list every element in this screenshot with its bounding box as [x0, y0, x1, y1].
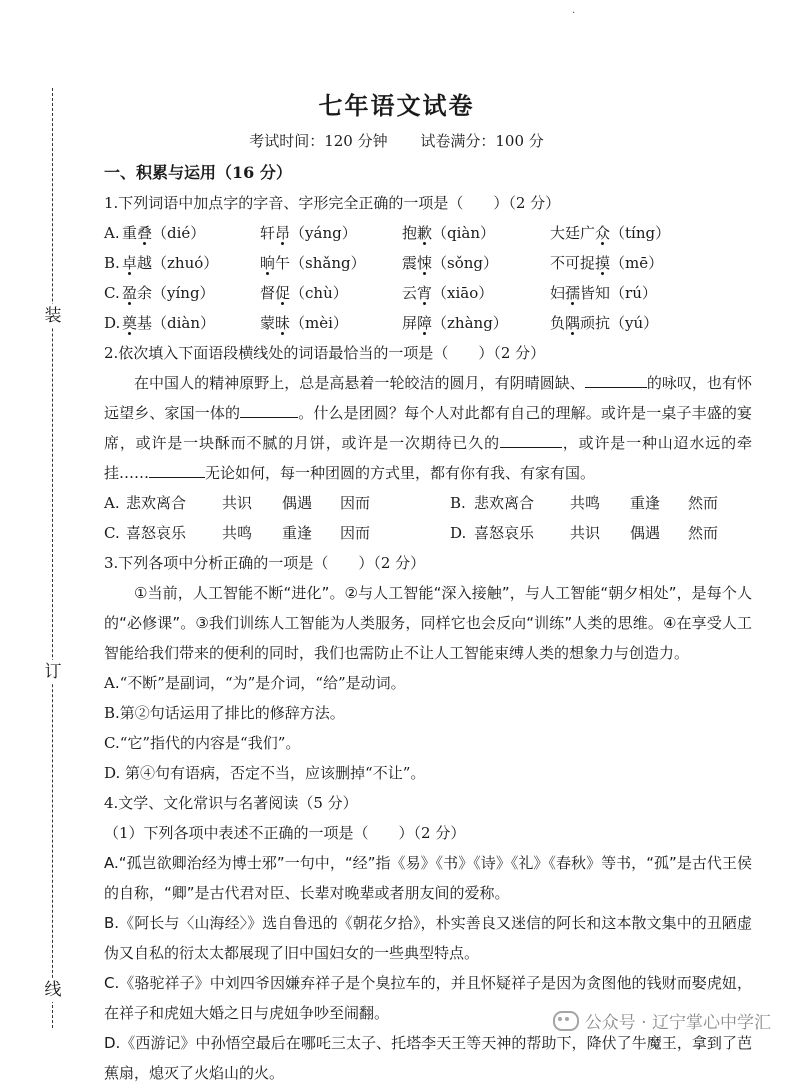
q1-word: 大廷广众（tíng） — [550, 224, 671, 242]
q3-option-d: D. 第④句有语病，否定不当，应该删掉“不让”。 — [104, 764, 426, 782]
exam-title: 七年语文试卷 — [318, 91, 475, 120]
margin-label-xian: 线 — [44, 980, 62, 1000]
q2-options-cd: C. 喜怒哀乐 共鸣 重逢 因而 D. 喜怒哀乐 共识 偶遇 然而 — [104, 524, 719, 542]
margin-label-ding: 订 — [44, 662, 62, 682]
q1-word: 重叠（dié） — [122, 224, 206, 242]
q1-word: 奠基（diàn） — [122, 314, 216, 332]
margin-label-zhuang: 装 — [44, 306, 62, 326]
q1-word: 屏障（zhàng） — [402, 314, 508, 332]
q4-sub1: （1）下列各项中表述不正确的一项是（ ）（2 分） — [104, 824, 466, 842]
q1-word: 卓越（zhuó） — [122, 254, 219, 272]
q1-word: 督促（chù） — [260, 284, 348, 302]
q1-word: 震悚（sǒng） — [402, 254, 499, 272]
q4-heading: 4.文学、文化常识与名著阅读（5 分） — [104, 794, 358, 812]
blank-2 — [240, 399, 298, 418]
q2-options-ab: A. 悲欢离合 共识 偶遇 因而 B. 悲欢离合 共鸣 重逢 然而 — [104, 494, 719, 512]
q3-stem: 3.下列各项中分析正确的一项是（ ）（2 分） — [104, 554, 426, 572]
exam-score: 试卷满分：100 分 — [420, 132, 544, 150]
blank-1 — [585, 369, 647, 388]
q3-option-c: C.“它”指代的内容是“我们”。 — [104, 734, 301, 752]
q1-word: 抱歉（qiàn） — [402, 224, 496, 242]
q1-option-d: D. 奠基（diàn） 蒙昧（mèi） 屏障（zhàng） 负隅顽抗（yú） — [104, 308, 752, 338]
blank-3 — [500, 429, 562, 448]
q4-option-a: A.“孤岂欲卿治经为博士邪”一句中，“经”指《易》《书》《诗》《礼》《春秋》等书，“孤”是古代王侯的自称，“卿”是古代君对臣、长辈对晚辈或者朋友间的爱称。 — [104, 854, 752, 902]
q2-stem: 2.依次填入下面语段横线处的词语最恰当的一项是（ ）（2 分） — [104, 344, 546, 362]
watermark-text: 公众号 · 辽宁掌心中学汇 — [584, 1013, 771, 1033]
q4-option-c: C.《骆驼祥子》中刘四爷因嫌弃祥子是个臭拉车的，并且怀疑祥子是因为贪图他的钱财而娶虎妞，在祥子和虎妞大婚之日与虎妞争吵至闹翻。 — [104, 974, 752, 1022]
q2-passage: 在中国人的精神原野上，总是高悬着一轮皎洁的圆月，有阴晴圆缺、 的咏叹，也有怀远望乡、家国一体的 。什么是团圆？每个人对此都有自己的理解。或许是一桌子丰盛的宴席，或许是一块酥而不腻的月饼，或许是一次期待已久的 ，或许是一种山迢水远的牵挂…… 无论如何，每一种团圆的方式里，都有你有我、有家有国。 — [104, 368, 752, 488]
exam-meta — [0, 130, 793, 151]
section-heading: 一、积累与运用（16 分） — [104, 163, 292, 182]
q4-option-b: B.《阿长与〈山海经〉》选自鲁迅的《朝花夕拾》，朴实善良又迷信的阿长和这本散文集中的丑陋虚伪又自私的衍太太都展现了旧中国妇女的一些典型特点。 — [104, 914, 752, 962]
q1-word: 负隅顽抗（yú） — [550, 314, 659, 332]
q1-word: 晌午（shǎng） — [260, 254, 366, 272]
q1-option-c: C. 盈余（yíng） 督促（chù） 云宵（xiāo） 妇孺皆知（rú） — [104, 278, 752, 308]
q1-option-a: A. 重叠（dié） 轩昂（yáng） 抱歉（qiàn） 大廷广众（tíng） — [104, 218, 752, 248]
q1-stem: 1.下列词语中加点字的字音、字形完全正确的一项是（ ）（2 分） — [104, 194, 561, 212]
corner-mark: · — [572, 8, 576, 19]
q4-option-d: D.《西游记》中孙悟空最后在哪吒三太子、托塔李天王等天神的帮助下，降伏了牛魔王，拿到了芭蕉扇，熄灭了火焰山的火。 — [104, 1034, 752, 1082]
q1-word: 云宵（xiāo） — [402, 284, 494, 302]
watermark — [553, 1008, 771, 1033]
exam-time: 考试时间：120 分钟 — [249, 132, 388, 150]
q1-word: 轩昂（yáng） — [260, 224, 357, 242]
q3-option-a: A.“不断”是副词，“为”是介词，“给”是动词。 — [104, 674, 406, 692]
q1-word: 蒙昧（mèi） — [260, 314, 348, 332]
q3-passage: ①当前，人工智能不断“进化”。②与人工智能“深入接触”，与人工智能“朝夕相处”，是每个人的“必修课”。③我们训练人工智能为人类服务，同样它也会反向“训练”人类的思维。④在享受人工智能给我们带来的便利的同时，我们也需防止不让人工智能束缚人类的想象力与创造力。 — [104, 584, 752, 662]
q1-option-b: B. 卓越（zhuó） 晌午（shǎng） 震悚（sǒng） 不可捉摸（mē） — [104, 248, 752, 278]
wechat-icon — [553, 1011, 579, 1031]
q3-option-b: B.第②句话运用了排比的修辞方法。 — [104, 704, 345, 722]
q1-word: 盈余（yíng） — [122, 284, 215, 302]
exam-content — [104, 158, 752, 1088]
q1-word: 不可捉摸（mē） — [550, 254, 664, 272]
blank-4 — [149, 459, 205, 478]
q1-word: 妇孺皆知（rú） — [550, 284, 657, 302]
binding-dashed-line — [52, 88, 53, 1028]
